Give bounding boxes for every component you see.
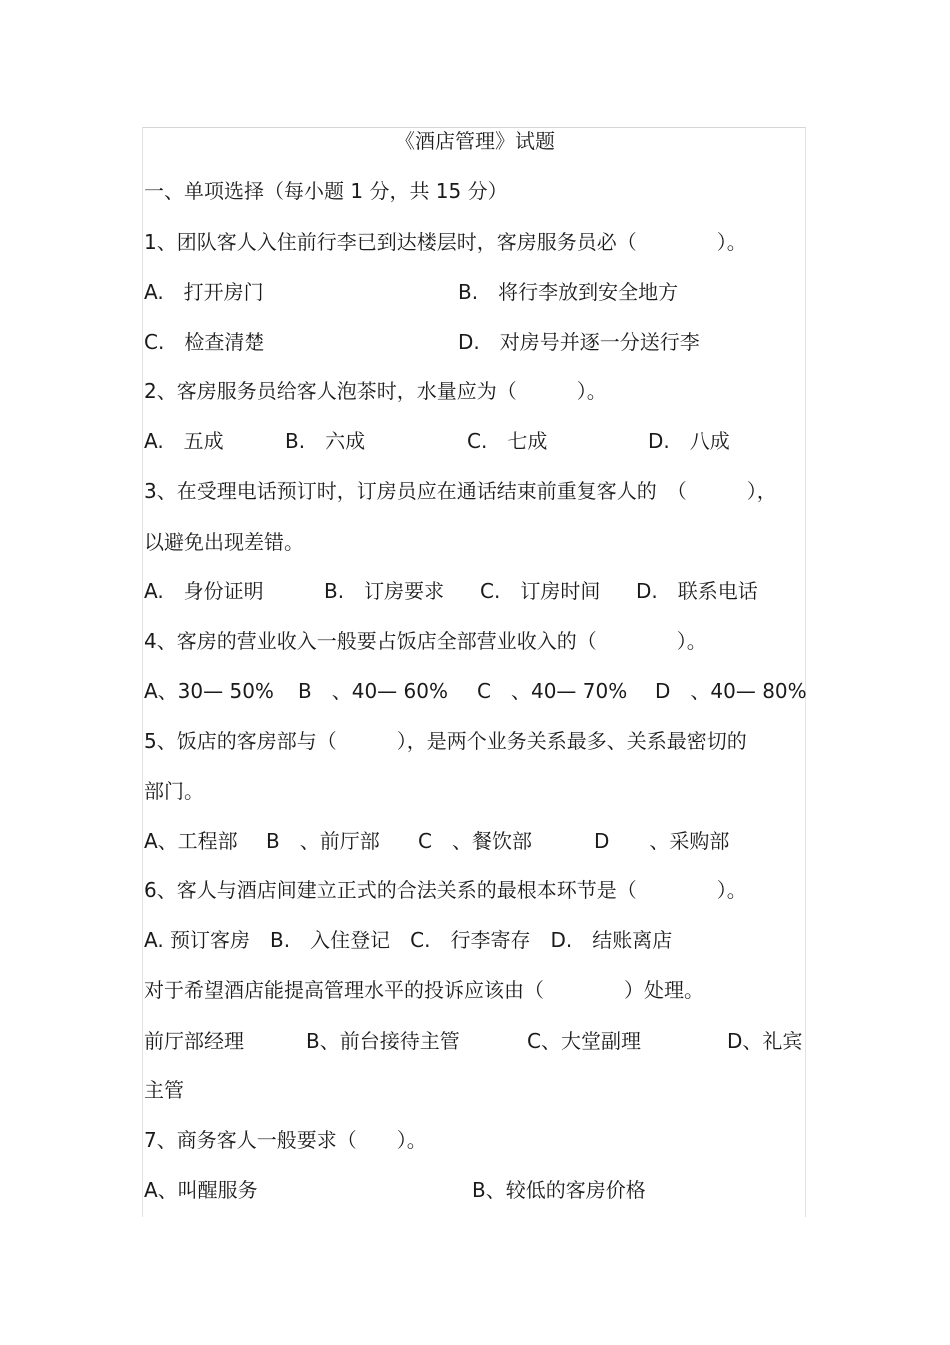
- question-6-stem: 6、客人与酒店间建立正式的合法关系的最根本环节是（ ）。: [144, 878, 747, 902]
- section-heading: 一、单项选择（每小题 1 分，共 15 分）: [144, 179, 508, 203]
- question-2-stem: 2、客房服务员给客人泡茶时，水量应为（ ）。: [144, 379, 607, 403]
- question-complaint-option-d: D、礼宾: [727, 1029, 803, 1053]
- question-3-option-b: B. 订房要求: [324, 579, 445, 603]
- question-complaint-option-a: 前厅部经理: [144, 1029, 244, 1053]
- question-5-stem-line1: 5、饭店的客房部与（ ），是两个业务关系最多、关系最密切的: [144, 729, 747, 753]
- question-7-option-a: A、叫醒服务: [144, 1178, 258, 1202]
- page-title: 《酒店管理》试题: [395, 129, 555, 153]
- question-2-option-c: C. 七成: [467, 429, 548, 453]
- question-5-option-a: A、工程部: [144, 829, 238, 853]
- question-2-option-a: A. 五成: [144, 429, 224, 453]
- question-4-option-b: B 、40— 60%: [298, 679, 448, 703]
- question-7-option-b: B、较低的客房价格: [472, 1178, 646, 1202]
- question-5-option-b: B 、前厅部: [266, 829, 380, 853]
- question-1-option-c: C. 检查清楚: [144, 330, 265, 354]
- question-5-option-c: C 、餐饮部: [418, 829, 532, 853]
- question-2-option-b: B. 六成: [285, 429, 366, 453]
- question-complaint-stem: 对于希望酒店能提高管理水平的投诉应该由（ ）处理。: [144, 978, 704, 1002]
- question-4-option-c: C 、40— 70%: [477, 679, 628, 703]
- question-1-option-d: D. 对房号并逐一分送行李: [458, 330, 700, 354]
- question-1-option-a: A. 打开房门: [144, 280, 264, 304]
- question-3-option-a: A. 身份证明: [144, 579, 264, 603]
- question-5-stem-line2: 部门。: [144, 779, 204, 803]
- question-2-option-d: D. 八成: [648, 429, 730, 453]
- question-4-option-a: A、30— 50%: [144, 679, 274, 703]
- question-3-option-d: D. 联系电话: [636, 579, 758, 603]
- question-4-option-d: D 、40— 80%: [655, 679, 807, 703]
- question-6-options: A. 预订客房 B. 入住登记 C. 行李寄存 D. 结账离店: [144, 928, 673, 952]
- question-4-stem: 4、客房的营业收入一般要占饭店全部营业收入的（ ）。: [144, 629, 707, 653]
- question-complaint-option-d-continued: 主管: [144, 1078, 184, 1102]
- question-3-stem-line1: 3、在受理电话预订时，订房员应在通话结束前重复客人的 （ ），: [144, 479, 777, 503]
- question-3-option-c: C. 订房时间: [480, 579, 601, 603]
- question-complaint-option-b: B、前台接待主管: [306, 1029, 460, 1053]
- question-complaint-option-c: C、大堂副理: [527, 1029, 641, 1053]
- question-1-option-b: B. 将行李放到安全地方: [458, 280, 679, 304]
- question-7-stem: 7、商务客人一般要求（ ）。: [144, 1128, 427, 1152]
- question-3-stem-line2: 以避免出现差错。: [144, 530, 304, 554]
- question-1-stem: 1、团队客人入住前行李已到达楼层时，客房服务员必（ ）。: [144, 230, 747, 254]
- question-5-option-d: D 、采购部: [594, 829, 730, 853]
